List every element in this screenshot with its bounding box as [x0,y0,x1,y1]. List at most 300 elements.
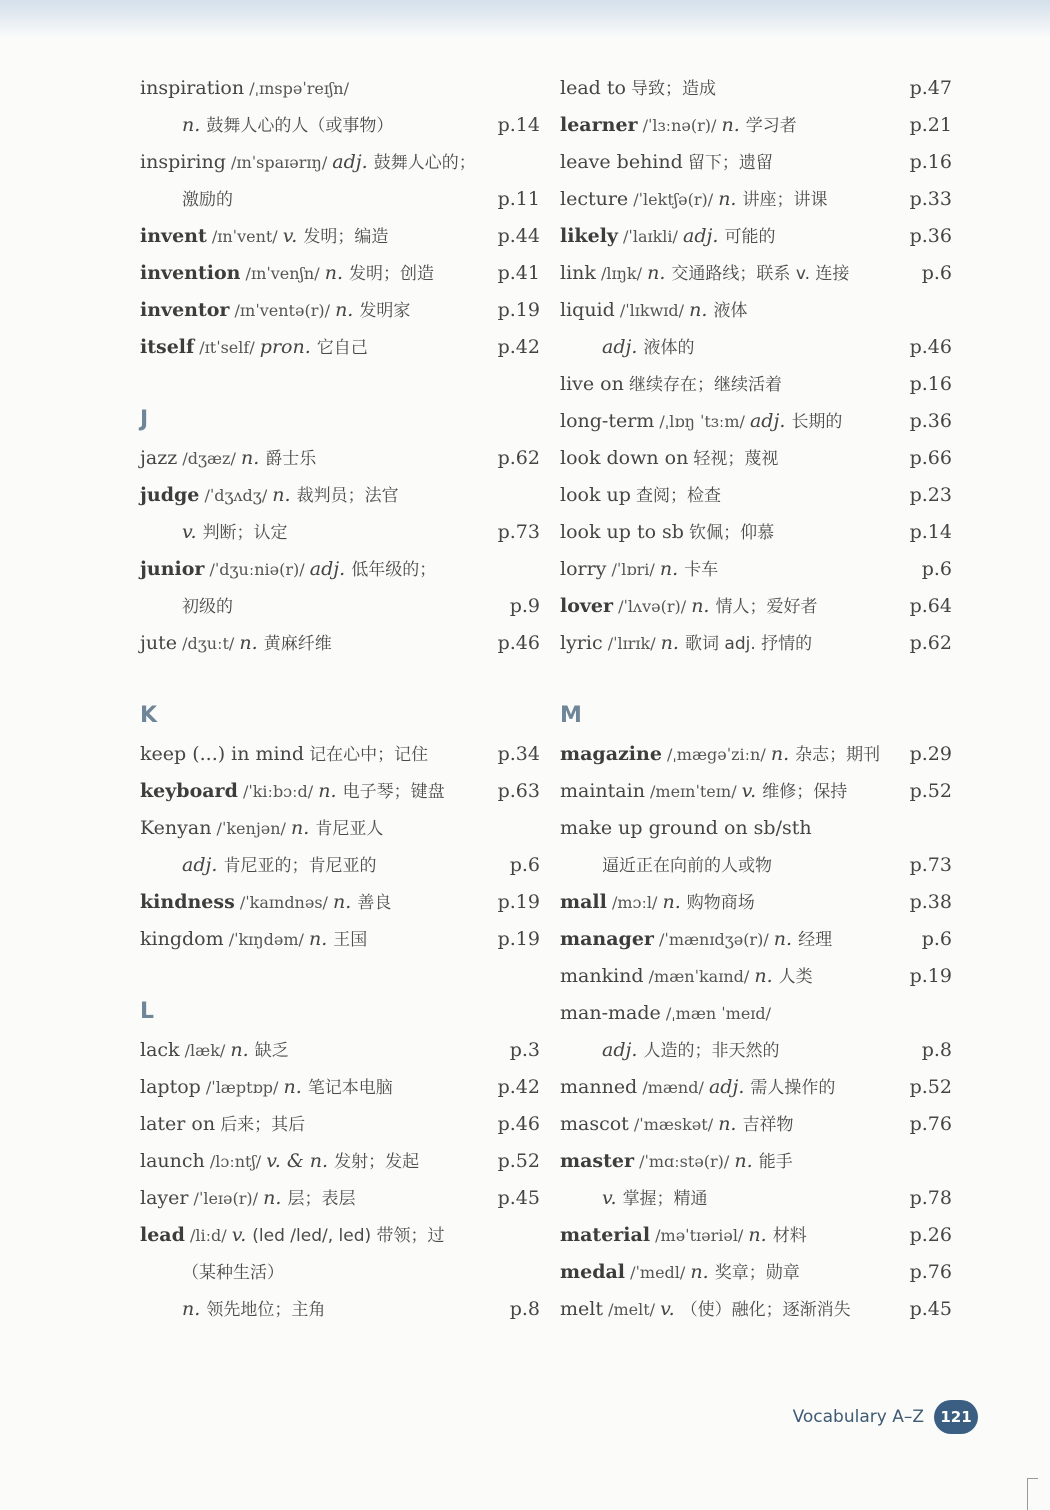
headword: master [560,1150,634,1172]
entry-line [140,255,540,292]
chinese-definition: 留下；遗留 [687,153,773,173]
entry-line [140,1217,540,1254]
chinese-definition: 维修；保持 [762,782,848,802]
entry-line [140,144,540,181]
part-of-speech: n. [324,262,350,284]
entry-line [560,1106,952,1143]
part-of-speech: adj. [182,854,224,876]
vocab-entry [140,1069,540,1106]
part-of-speech: n. [318,780,343,802]
section-gap [140,366,540,400]
letter-heading: L [140,999,155,1024]
page-reference: p.76 [909,1261,952,1283]
vocab-entry [560,773,952,810]
part-of-speech: n. [182,114,207,136]
vocab-entry [140,218,540,255]
headword: judge [140,484,200,506]
headword: look down on [560,447,689,469]
part-of-speech: n. [291,817,316,839]
chinese-definition: 人造的；非天然的 [643,1041,780,1061]
part-of-speech: v. [602,1187,623,1209]
chinese-definition: 发明；编造 [303,227,389,247]
entry-line [140,329,540,366]
chinese-definition: 爵士乐 [265,449,317,469]
phonetic: /ˈlektʃə(r)/ [628,190,719,209]
vocab-entry [140,440,540,477]
vocab-entry [560,588,952,625]
phonetic: /ˈdʒuːniə(r)/ [204,560,310,579]
chinese-definition: 裁判员；法官 [296,486,399,506]
chinese-definition: 发明家 [359,301,411,321]
chinese-definition: 交通路线；联系 v. 连接 [671,264,850,284]
chinese-definition: 卡车 [684,560,719,580]
headword: lecture [560,188,629,210]
headword: inspiration [140,77,245,99]
chinese-definition: 查阅；检查 [636,486,722,506]
vocab-entry [140,1217,540,1328]
page-reference: p.6 [921,928,952,950]
part-of-speech: n. [272,484,297,506]
page-number-badge: 121 [934,1400,978,1434]
entry-line [140,1106,540,1143]
headword: leave behind [560,151,683,173]
part-of-speech: n. [647,262,672,284]
entry-line [560,958,952,995]
page-reference: p.45 [497,1187,540,1209]
phonetic: /ˈlɪkwɪd/ [614,301,690,320]
page-reference: p.52 [909,780,952,802]
entry-line [560,366,952,403]
phonetic: /ˈkiːbɔːd/ [237,782,319,801]
headword: link [560,262,596,284]
entry-line [560,144,952,181]
entry-line [560,440,952,477]
part-of-speech: n. [721,114,746,136]
page-reference: p.9 [509,595,540,617]
chinese-definition: 奖章；勋章 [714,1263,800,1283]
part-of-speech: v. [741,780,763,802]
chinese-definition: 可能的 [724,227,776,247]
entry-line [140,292,540,329]
headword: inspiring [140,151,226,173]
vocab-entry [560,292,952,366]
part-of-speech: n. [182,1298,207,1320]
phonetic: /ˈmænɪdʒə(r)/ [653,930,774,949]
phonetic: /mænˈkaɪnd/ [643,967,755,986]
vocab-entry [560,440,952,477]
headword: later on [140,1113,216,1135]
page-reference: p.64 [909,595,952,617]
page-reference: p.41 [497,262,540,284]
chinese-definition: 善良 [357,893,392,913]
headword: look up [560,484,631,506]
phonetic: /məˈtɪəriəl/ [650,1226,749,1245]
chinese-definition: 发明；创造 [349,264,435,284]
vocab-entry [560,403,952,440]
entry-line [140,1069,540,1106]
vocab-entry [140,144,540,218]
headword: make up ground on sb/sth [560,817,812,839]
page-reference: p.16 [909,151,952,173]
page-reference: p.14 [909,521,952,543]
entry-line [560,921,952,958]
chinese-definition: (led /led/, led) 带领；过 [252,1226,445,1246]
chinese-definition: （某种生活） [182,1263,284,1283]
chinese-definition: （使）融化；逐渐消失 [680,1300,851,1320]
phonetic: /ˈlɒri/ [606,560,660,579]
page-reference: p.19 [497,928,540,950]
part-of-speech: n. [734,1150,759,1172]
entry-line [560,773,952,810]
top-color-band [0,0,1050,38]
part-of-speech: n. [689,299,714,321]
letter-heading: J [140,407,149,432]
part-of-speech: adj. [332,151,374,173]
headword: junior [140,558,205,580]
entry-line [560,1069,952,1106]
entry-line [560,625,952,662]
entry-line [140,551,540,588]
chinese-definition: 低年级的； [351,560,437,580]
phonetic: /melt/ [602,1300,661,1319]
phonetic: /ɪnˈvent/ [206,227,283,246]
chinese-definition: 掌握；精通 [622,1189,708,1209]
entry-line [140,773,540,810]
headword: lover [560,595,614,617]
phonetic: /lɔːntʃ/ [204,1152,267,1171]
entry-line [560,1032,952,1069]
entry-line [140,514,540,551]
phonetic: /ˈmedl/ [625,1263,691,1282]
chinese-definition: 吉祥物 [742,1115,794,1135]
phonetic: /læk/ [179,1041,231,1060]
entry-line [560,329,952,366]
phonetic: /ɪnˈspaɪərɪŋ/ [225,153,333,172]
vocab-entry [560,144,952,181]
part-of-speech: n. [335,299,360,321]
entry-line [140,1143,540,1180]
headword: manager [560,928,654,950]
headword: laptop [140,1076,201,1098]
chinese-definition: 液体 [713,301,748,321]
page-reference: p.44 [497,225,540,247]
entry-line [560,1143,952,1180]
page-reference: p.73 [497,521,540,543]
headword: invent [140,225,207,247]
chinese-definition: 需人操作的 [750,1078,836,1098]
chinese-definition: 领先地位；主角 [206,1300,326,1320]
page-reference: p.76 [909,1113,952,1135]
entry-line [140,847,540,884]
page-reference: p.62 [497,447,540,469]
page-reference: p.46 [497,1113,540,1135]
part-of-speech: n. [659,558,685,580]
page-reference: p.52 [497,1150,540,1172]
chinese-definition: 鼓舞人心的； [373,153,476,173]
chinese-definition: 王国 [333,930,368,950]
phonetic: /ˌmægəˈziːn/ [661,745,771,764]
page-reference: p.14 [497,114,540,136]
entry-line [560,1180,952,1217]
headword: lorry [560,558,607,580]
vocab-entry [140,736,540,773]
part-of-speech: adj. [602,336,644,358]
chinese-definition: 后来；其后 [220,1115,306,1135]
page-reference: p.6 [921,262,952,284]
page-reference: p.3 [509,1039,540,1061]
headword: medal [560,1261,626,1283]
headword: mall [560,891,607,913]
entry-line [560,847,952,884]
headword: melt [560,1298,603,1320]
vocab-entry [140,1106,540,1143]
phonetic: /liːd/ [184,1226,232,1245]
vocab-entry [560,884,952,921]
entry-line [140,588,540,625]
vocab-entry [140,70,540,144]
chinese-definition: 黄麻纤维 [263,634,332,654]
vocab-entry [560,810,952,884]
page-reference: p.33 [909,188,952,210]
vocab-entry [560,255,952,292]
part-of-speech: n. [748,1224,773,1246]
part-of-speech: v. [231,1224,253,1246]
entry-line [140,477,540,514]
entry-line [140,218,540,255]
headword: Kenyan [140,817,212,839]
page-reference: p.63 [497,780,540,802]
chinese-definition: 材料 [772,1226,807,1246]
part-of-speech: adj. [683,225,725,247]
entry-line [560,1217,952,1254]
headword: invention [140,262,241,284]
vocab-entry [560,514,952,551]
headword: learner [560,114,638,136]
headword: lead [140,1224,185,1246]
page-reference: p.21 [909,114,952,136]
vocab-entry [560,921,952,958]
page-reference: p.42 [497,1076,540,1098]
part-of-speech: v. & n. [266,1150,335,1172]
headword: liquid [560,299,615,321]
phonetic: /ˈlʌvə(r)/ [613,597,692,616]
vocab-entry [560,181,952,218]
vocab-entry [560,1254,952,1291]
vocab-entry [560,625,952,662]
headword: keyboard [140,780,238,802]
vocab-entry [560,736,952,773]
vocab-entry [560,1069,952,1106]
vocab-entry [140,329,540,366]
part-of-speech: n. [754,965,779,987]
headword: manned [560,1076,638,1098]
part-of-speech: n. [283,1076,308,1098]
entry-line [560,736,952,773]
entry-line [560,292,952,329]
headword: itself [140,336,195,358]
phonetic: /ˌlɒŋ ˈtɜːm/ [654,412,750,431]
chinese-definition: 笔记本电脑 [307,1078,393,1098]
phonetic: /meɪnˈteɪn/ [644,782,742,801]
part-of-speech: v. [660,1298,681,1320]
phonetic: /ˈdʒʌdʒ/ [199,486,273,505]
entry-line [140,1254,540,1291]
phonetic: /mænd/ [637,1078,709,1097]
chinese-definition: 长期的 [791,412,843,432]
headword: lead to [560,77,626,99]
chinese-definition: 它自己 [316,338,368,358]
chinese-definition: 学习者 [745,116,797,136]
part-of-speech: n. [230,1039,255,1061]
part-of-speech: n. [240,447,266,469]
chinese-definition: 钦佩；仰慕 [689,523,775,543]
part-of-speech: n. [690,1261,715,1283]
page-reference: p.11 [497,188,540,210]
right-column [560,70,952,1328]
chinese-definition: 购物商场 [686,893,755,913]
section-gap [560,662,952,696]
vocab-entry [140,477,540,551]
entry-line [560,884,952,921]
page-reference: p.6 [509,854,540,876]
entry-line [560,70,952,107]
vocab-entry [560,218,952,255]
vocab-entry [560,958,952,995]
vocab-entry [560,107,952,144]
chinese-definition: 杂志；期刊 [795,745,881,765]
entry-line [560,995,952,1032]
page-reference: p.62 [909,632,952,654]
chinese-definition: 逼近正在向前的人或物 [602,856,772,876]
letter-heading: M [560,703,582,728]
chinese-definition: 肯尼亚的；肯尼亚的 [223,856,377,876]
left-column [140,70,540,1328]
page-reference: p.34 [497,743,540,765]
chinese-definition: 轻视；蔑视 [693,449,779,469]
part-of-speech: adj. [708,1076,751,1098]
phonetic: /ɪnˈvenʃn/ [240,264,325,283]
headword: mascot [560,1113,629,1135]
headword: inventor [140,299,230,321]
entry-line [560,218,952,255]
part-of-speech: n. [718,188,743,210]
phonetic: /ˈlɜːnə(r)/ [637,116,722,135]
section-gap [140,958,540,992]
headword: jute [140,632,178,654]
page-reference: p.8 [921,1039,952,1061]
vocab-entry [560,1106,952,1143]
phonetic: /lɪŋk/ [595,264,648,283]
entry-line [140,625,540,662]
vocab-entry [560,70,952,107]
crop-mark [1027,1478,1038,1510]
headword: magazine [560,743,662,765]
page-reference: p.16 [909,373,952,395]
section-gap [140,662,540,696]
headword: maintain [560,780,645,802]
chinese-definition: 缺乏 [254,1041,289,1061]
headword: kindness [140,891,235,913]
entry-line [560,514,952,551]
phonetic: /ˌmæn ˈmeɪd/ [660,1004,772,1023]
chinese-definition: 发射；发起 [334,1152,420,1172]
part-of-speech: n. [263,1187,288,1209]
entry-line [560,551,952,588]
page-reference: p.46 [909,336,952,358]
part-of-speech: n. [333,891,358,913]
vocab-entry [560,1143,952,1217]
chinese-definition: 电子琴；键盘 [342,782,445,802]
phonetic: /ˈleɪə(r)/ [188,1189,264,1208]
phonetic: /ˈmɑːstə(r)/ [634,1152,735,1171]
page-reference: p.26 [909,1224,952,1246]
page-reference: p.78 [909,1187,952,1209]
part-of-speech: adj. [309,558,352,580]
page-reference: p.23 [909,484,952,506]
phonetic: /ˈkɪŋdəm/ [223,930,309,949]
part-of-speech: n. [773,928,799,950]
chinese-definition: 激励的 [182,190,233,210]
headword: kingdom [140,928,224,950]
vocab-entry [560,477,952,514]
phonetic: /ˈlaɪkli/ [617,227,684,246]
page-reference: p.19 [909,965,952,987]
part-of-speech: n. [718,1113,743,1135]
page-reference: p.42 [497,336,540,358]
entry-line [560,403,952,440]
part-of-speech: n. [691,595,716,617]
part-of-speech: n. [308,928,334,950]
headword: man-made [560,1002,661,1024]
vocab-entry [560,1291,952,1328]
chinese-definition: 判断；认定 [202,523,288,543]
page-reference: p.8 [509,1298,540,1320]
page-reference: p.38 [909,891,952,913]
headword: layer [140,1187,189,1209]
letter-heading: K [140,703,158,728]
page-reference: p.46 [497,632,540,654]
part-of-speech: adj. [602,1039,644,1061]
phonetic: /ˈkenjən/ [211,819,292,838]
part-of-speech: n. [770,743,796,765]
vocab-entry [140,773,540,810]
page-reference: p.73 [909,854,952,876]
phonetic: /ɪtˈself/ [194,338,260,357]
entry-line [560,181,952,218]
part-of-speech: adj. [749,410,792,432]
headword: lyric [560,632,603,654]
phonetic: /dʒæz/ [177,449,241,468]
part-of-speech: v. [282,225,304,247]
vocab-entry [140,625,540,662]
page-reference: p.36 [909,410,952,432]
chinese-definition: 鼓舞人心的人（或事物） [206,116,394,136]
page-reference: p.52 [909,1076,952,1098]
entry-line [560,477,952,514]
page-reference: p.45 [909,1298,952,1320]
chinese-definition: 歌词 adj. 抒情的 [685,634,813,654]
headword: live on [560,373,624,395]
vocab-entry [140,1143,540,1180]
page-reference: p.6 [921,558,952,580]
entry-line [140,1180,540,1217]
vocab-entry [140,810,540,884]
chinese-definition: 继续存在；继续活着 [628,375,782,395]
headword: look up to sb [560,521,684,543]
chinese-definition: 肯尼亚人 [315,819,384,839]
entry-line [560,255,952,292]
chinese-definition: 记在心中；记住 [309,745,429,765]
